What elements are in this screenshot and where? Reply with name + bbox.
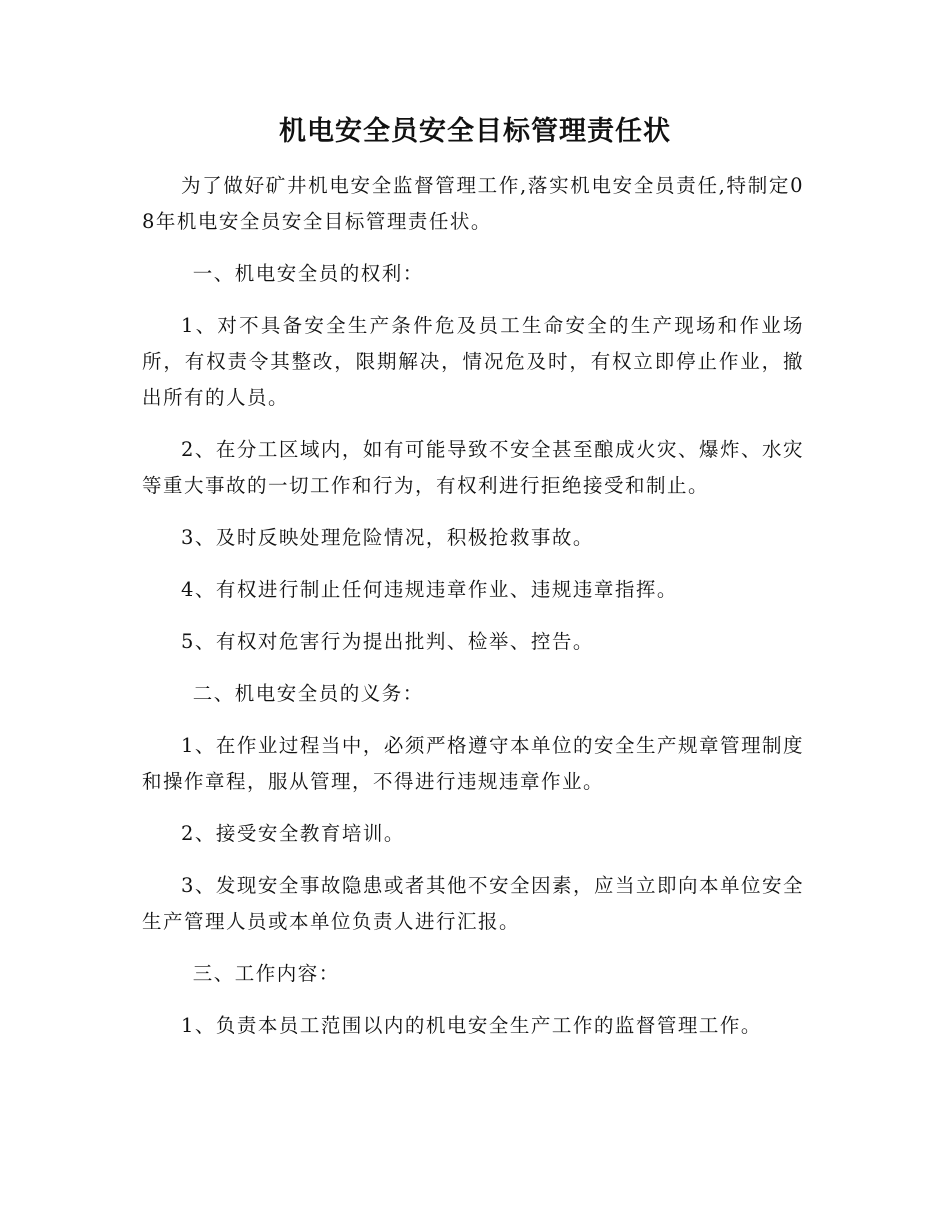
document-body: [142, 168, 804, 1044]
section-duties: [142, 676, 804, 940]
document-title: 机电安全员安全目标管理责任状: [279, 116, 671, 147]
intro-paragraph: 为了做好矿井机电安全监督管理工作,落实机电安全员责任,特制定08年机电安全员安全目标管理责任状。: [142, 174, 804, 233]
list-item: 5、有权对危害行为提出批判、检举、控告。: [181, 630, 594, 653]
list-item: 4、有权进行制止任何违规违章作业、违规违章指挥。: [181, 578, 678, 601]
list-item: 1、在作业过程当中，必须严格遵守本单位的安全生产规章管理制度和操作章程，服从管理，不得进行违规违章作业。: [142, 734, 804, 793]
list-item: 2、接受安全教育培训。: [181, 822, 405, 845]
list-item: 1、负责本员工范围以内的机电安全生产工作的监督管理工作。: [181, 1014, 762, 1037]
section-rights: [142, 256, 804, 660]
list-item: 2、在分工区域内，如有可能导致不安全甚至酿成火灾、爆炸、水灾等重大事故的一切工作和行为，有权利进行拒绝接受和制止。: [142, 438, 804, 497]
list-item: 3、及时反映处理危险情况，积极抢救事故。: [181, 526, 594, 549]
section-heading: 二、机电安全员的义务：: [192, 682, 424, 705]
list-item: 3、发现安全事故隐患或者其他不安全因素，应当立即向本单位安全生产管理人员或本单位负责人进行汇报。: [142, 874, 804, 933]
section-work-content: [142, 956, 804, 1044]
section-heading: 三、工作内容：: [192, 962, 340, 985]
list-item: 1、对不具备安全生产条件危及员工生命安全的生产现场和作业场所，有权责令其整改，限期解决，情况危及时，有权立即停止作业，撤出所有的人员。: [142, 314, 804, 409]
section-heading: 一、机电安全员的权利：: [192, 262, 424, 285]
